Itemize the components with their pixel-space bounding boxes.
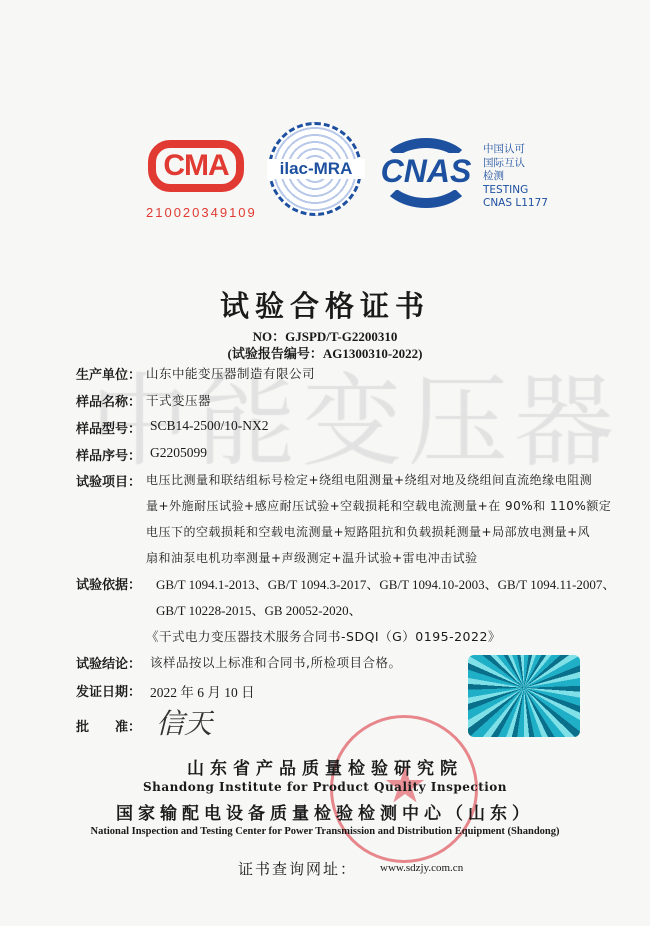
items-label: 试验项目：	[76, 475, 142, 490]
approve-label: 批 准：	[76, 720, 142, 735]
basis-line: GB/T 1094.1-2013、GB/T 1094.3-2017、GB/T 1094.10-2003、GB/T 1094.11-2007、	[156, 577, 616, 592]
items-line: 量+外施耐压试验+感应耐压试验+空载损耗和空载电流测量+在 90%和 110%额定	[146, 499, 612, 513]
page-title: 试验合格证书	[219, 289, 430, 323]
cnas-line: CNAS L1177	[483, 197, 548, 209]
producer-value: 山东中能变压器制造有限公司	[146, 366, 316, 381]
model-label: 样品型号：	[76, 422, 142, 437]
conclusion-value: 该样品按以上标准和合同书,所检项目合格。	[150, 655, 402, 670]
cnas-line: 国际互认	[483, 156, 525, 169]
signature: 信天	[156, 707, 213, 740]
date-value: 2022 年 6 月 10 日	[150, 685, 255, 700]
cnas-line: 检测	[483, 170, 504, 182]
serial-value: G2205099	[150, 445, 207, 460]
conclusion-label: 试验结论：	[76, 657, 142, 672]
name-value: 干式变压器	[146, 393, 212, 408]
serial-label: 样品序号：	[76, 449, 142, 464]
cnas-line: 中国认可	[483, 143, 525, 155]
items-line: 电压比测量和联结组标号检定+绕组电阻测量+绕组对地及绕组间直流绝缘电阻测	[146, 473, 593, 487]
institute-name-en: Shandong Institute for Product Quality Inspection	[142, 780, 508, 794]
center-name-cn: 国家输配电设备质量检验检测中心（山东）	[116, 804, 534, 824]
cnas-side-text	[483, 143, 548, 211]
basis-line: 《干式电力变压器技术服务合同书-SDQI（G）0195-2022》	[146, 629, 501, 644]
ilac-text: ilac-MRA	[267, 159, 365, 179]
cnas-logo	[378, 138, 474, 208]
report-number: (试验报告编号：AG1300310-2022)	[227, 346, 423, 361]
cma-number: 210020349109	[146, 205, 257, 220]
date-label: 发证日期：	[76, 685, 142, 700]
name-label: 样品名称：	[76, 395, 142, 410]
institute-name-cn: 山东省产品质量检验研究院	[187, 759, 463, 779]
cnas-text: CNAS	[376, 153, 476, 190]
items-line: 扇和油泵电机功率测量+声级测定+温升试验+雷电冲击试验	[146, 551, 478, 565]
query-url[interactable]: www.sdzjy.com.cn	[380, 862, 464, 874]
items-line: 电压下的空载损耗和空载电流测量+短路阻抗和负载损耗测量+局部放电测量+风	[146, 525, 591, 539]
cnas-line: TESTING	[483, 183, 529, 196]
cma-logo: CMA	[148, 140, 244, 192]
producer-label: 生产单位：	[76, 368, 142, 383]
certificate-number: NO：GJSPD/T-G2200310	[252, 329, 398, 344]
basis-line: GB/T 10228-2015、GB 20052-2020、	[156, 603, 362, 618]
basis-label: 试验依据：	[76, 578, 142, 593]
hologram-sticker	[468, 655, 580, 737]
center-name-en: National Inspection and Testing Center for Power Transmission and Distribution Equipment (Shandong)	[90, 826, 560, 837]
query-label: 证书查询网址：	[238, 860, 358, 878]
ilac-mra-logo	[268, 122, 362, 216]
model-value: SCB14-2500/10-NX2	[150, 418, 269, 433]
